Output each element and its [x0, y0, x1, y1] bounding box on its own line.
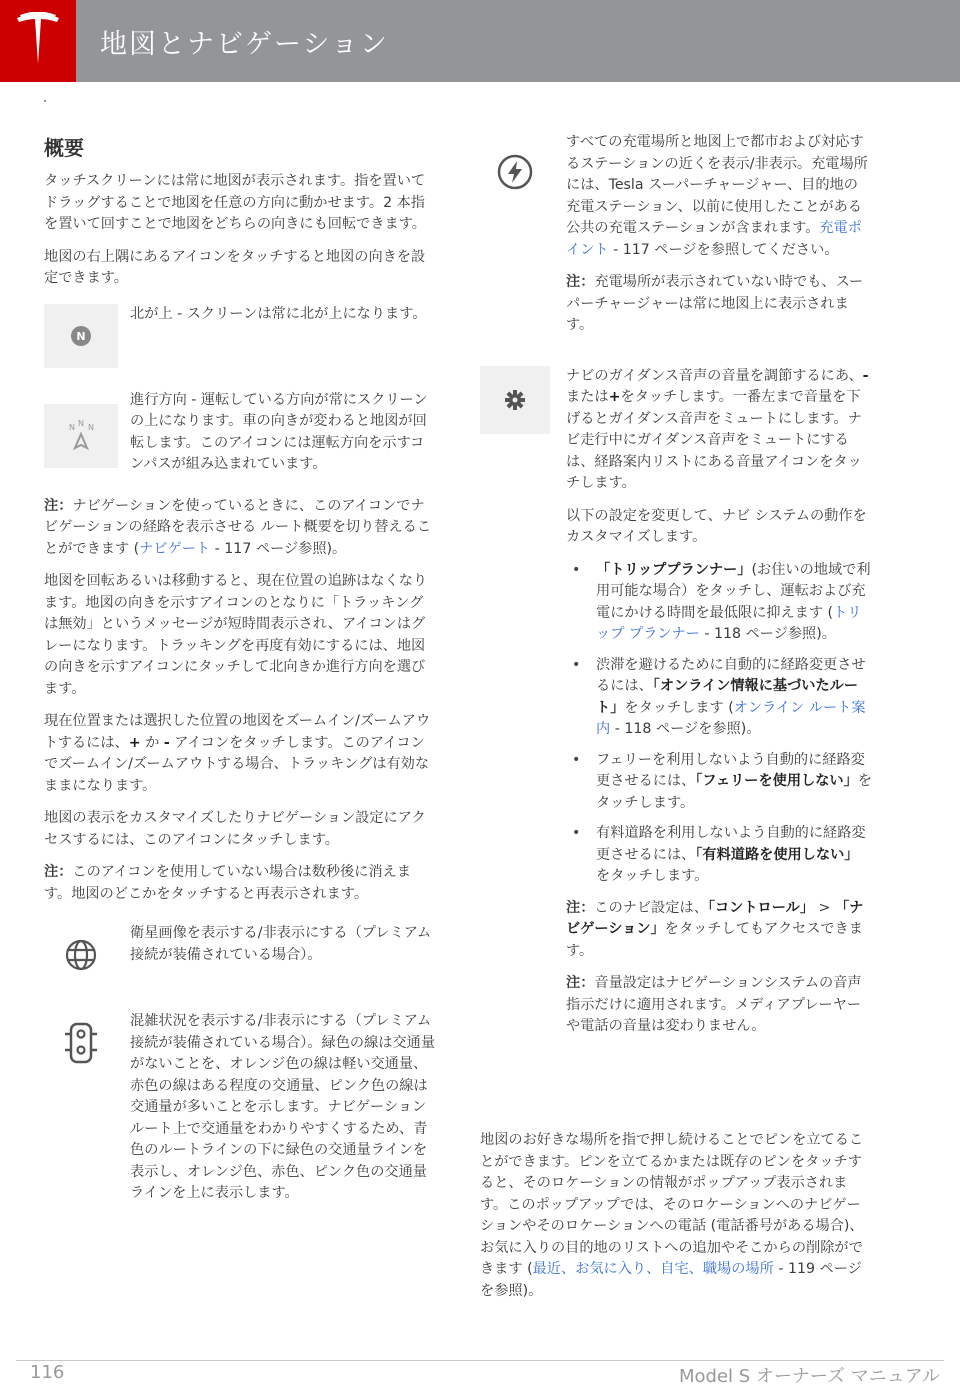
- list-item-avoid-tolls: • 有料道路を利用しないよう自動的に経路変更させるには、「有料道路を使用しない」をタッチします。: [566, 823, 872, 888]
- online-routing-link[interactable]: オンライン ルート案内: [596, 699, 866, 737]
- list-item-trip-planner: • 「トリッププランナー」(お住いの地域で利用可能な場合）をタッチし、運転および充電にかける時間を最低限に抑えます (トリップ プランナー - 118 ページ参照)。: [566, 560, 872, 646]
- satellite-row: [44, 923, 436, 987]
- plus-symbol: +: [608, 389, 621, 405]
- customize-paragraph: 地図の表示をカスタマイズしたりナビゲーション設定にアクセスするには、このアイコンにタッチします。: [44, 810, 426, 848]
- svg-text:N: N: [69, 422, 75, 432]
- note-volume-scope: 注：音量設定はナビゲーションシステムの音声指示だけに適用されます。メディアプレーヤーや電話の音量は変わりません。: [566, 975, 862, 1034]
- page-number: 116: [30, 1362, 65, 1383]
- footer-divider: [16, 1360, 944, 1361]
- plus-symbol: +: [128, 734, 141, 751]
- settings-text-block: [566, 366, 872, 1049]
- heading-up-icon-cell: [44, 404, 118, 468]
- globe-icon: [64, 938, 98, 972]
- heading-up-row: [44, 390, 436, 476]
- traffic-row: [44, 1011, 436, 1205]
- left-column: [44, 132, 436, 1219]
- trip-planner-link[interactable]: トリップ プランナー: [596, 604, 862, 642]
- right-column: [480, 132, 872, 1061]
- traffic-text: 混雑状況を表示する/非表示にする（プレミアム接続が装備されている場合）。緑色の線は交通量がないことを、オレンジ色の線は軽い交通量、赤色の線はある程度の交通量、ピンク色の線は交通量が多いことを示します。ナビゲーションルート上で交通量をわかりやすくするため、青色のルートラインの下に緑色の交通量ラインを表示し、オレンジ色、赤色、ピンク色の交通量ラインを上に表示します。: [130, 1013, 436, 1201]
- navigation-options-list: [566, 560, 872, 888]
- note-label: 注：: [44, 497, 73, 514]
- lightning-bolt-icon: [495, 152, 535, 192]
- decorative-dot: [44, 100, 46, 102]
- page-title: 地図とナビゲーション: [100, 29, 389, 60]
- compass-heading-icon: [61, 418, 101, 454]
- manual-title: Model S オーナーズ マニュアル: [678, 1366, 940, 1387]
- settings-row: [480, 366, 872, 1049]
- traffic-light-icon: [64, 1021, 98, 1065]
- charging-row: [480, 132, 872, 348]
- minus-symbol: -: [163, 734, 170, 751]
- north-up-icon: [70, 325, 92, 347]
- settings-customize-paragraph: 以下の設定を変更して、ナビ システムの動作をカスタマイズします。: [566, 507, 867, 545]
- traffic-icon-cell: [44, 1011, 118, 1075]
- gear-icon: [504, 389, 526, 411]
- tesla-logo-block: [0, 0, 76, 82]
- page-header: [0, 0, 960, 82]
- settings-icon-cell: [480, 366, 550, 434]
- tesla-logo-icon: [15, 12, 61, 70]
- svg-text:N: N: [78, 418, 84, 428]
- north-up-icon-cell: [44, 304, 118, 368]
- note-label: 注：: [44, 864, 73, 880]
- note-label: 注：: [566, 899, 595, 916]
- note-label: 注：: [566, 975, 595, 991]
- note-label: 注：: [566, 274, 595, 290]
- list-item-avoid-ferries: • フェリーを利用しないよう自動的に経路変更させるには、「フェリーを使用しない」をタッチします。: [566, 750, 872, 815]
- heading-up-text: 進行方向 - 運転している方向が常にスクリーンの上になります。車の向きが変わると地図が回転します。このアイコンには運転方向を示すコンパスが組み込まれています。: [130, 391, 428, 472]
- overview-paragraph-2: 地図の右上隅にあるアイコンをタッチすると地図の向きを設定できます。: [44, 248, 426, 286]
- svg-text:N: N: [76, 329, 86, 343]
- list-item-online-routing: • 渋滞を避けるために自動的に経路変更させるには、「オンライン情報に基づいたルート」をタッチします (オンライン ルート案内 - 118 ページを参照)。: [566, 655, 872, 741]
- svg-text:N: N: [88, 422, 94, 432]
- tracking-paragraph: 地図を回転あるいは移動すると、現在位置の追跡はなくなります。地図の向きを示すアイコンのとなりに「トラッキングは無効」というメッセージが短時間表示され、アイコンはグレーになります。トラッキングを再度有効にするには、地図の向きを示すアイコンにタッチして北向きか進行方向を選びます。: [44, 573, 428, 697]
- zoom-paragraph: 現在位置または選択した位置の地図をズームイン/ズームアウトするには、+ か - アイコンをタッチします。このアイコンでズームイン/ズームアウトする場合、トラッキングは有効なままになります。: [44, 713, 431, 794]
- minus-symbol: -: [862, 367, 869, 384]
- section-heading-overview: 概要: [44, 136, 84, 160]
- note-supercharger: 注：充電場所が表示されていない時でも、スーパーチャージャーは常に地図上に表示されます。: [566, 274, 864, 333]
- north-up-text: 北が上 - スクリーンは常に北が上になります。: [130, 305, 427, 322]
- overview-paragraph-1: タッチスクリーンには常に地図が表示されます。指を置いてドラッグすることで地図を任意の方向に動かせます。2 本指を置いて回すことで地図をどちらの向きにも回転できます。: [44, 173, 426, 232]
- charging-points-link[interactable]: 充電ポイント: [566, 220, 862, 258]
- navigate-link[interactable]: ナビゲート: [139, 540, 211, 557]
- charging-paragraph: すべての充電場所と地図上で都市および対応するステーションの近くを表示/非表示。充電場所には、Tesla スーパーチャージャー、目的地の充電ステーション、以前に使用したことがある公共の充電ステーションが含まれます。充電ポイント - 117 ページを参照してください。: [566, 134, 868, 258]
- note-controls-navigation: 注：このナビ設定は、「コントロール」 > 「ナビゲーション」をタッチしてもアクセスできます。: [566, 899, 864, 959]
- charging-text-block: [566, 132, 872, 348]
- note-icon-hide: 注：このアイコンを使用していない場合は数秒後に消えます。地図のどこかをタッチすると再表示されます。: [44, 864, 412, 902]
- satellite-icon-cell: [44, 923, 118, 987]
- settings-volume-paragraph: ナビのガイダンス音声の音量を調節するにあ、-または+をタッチします。一番左まで音量を下げるとガイダンス音声をミュートにします。ナビ走行中にガイダンス音声をミュートにするは、経路案内リストにある音量アイコンをタッチします。: [566, 367, 869, 491]
- pin-paragraph: 地図のお好きな場所を指で押し続けることでピンを立てることができます。ピンを立てるかまたは既存のピンをタッチすると、そのロケーションの情報がポップアップ表示されます。このポップアップでは、そのロケーションへのナビゲーションやそのロケーションへの電話 (電話番号がある場合)、お気に入りの目的地のリストへの追加やそこからの削除ができます (最近、お気に入り、自宅、職場の場所 - 119 ページを参照)。: [480, 1132, 864, 1299]
- satellite-text: 衛星画像を表示する/非表示にする（プレミアム接続が装備されている場合）。: [130, 925, 432, 963]
- charging-icon-cell: [480, 138, 550, 206]
- favorites-link[interactable]: 最近、お気に入り、自宅、職場の場所: [532, 1261, 774, 1277]
- north-up-row: [44, 304, 436, 368]
- note-route-overview: 注：ナビゲーションを使っているときに、このアイコンでナビゲーションの経路を表示させる ルート概要を切り替えることができます (ナビゲート - 117 ページ参照)。: [44, 497, 432, 557]
